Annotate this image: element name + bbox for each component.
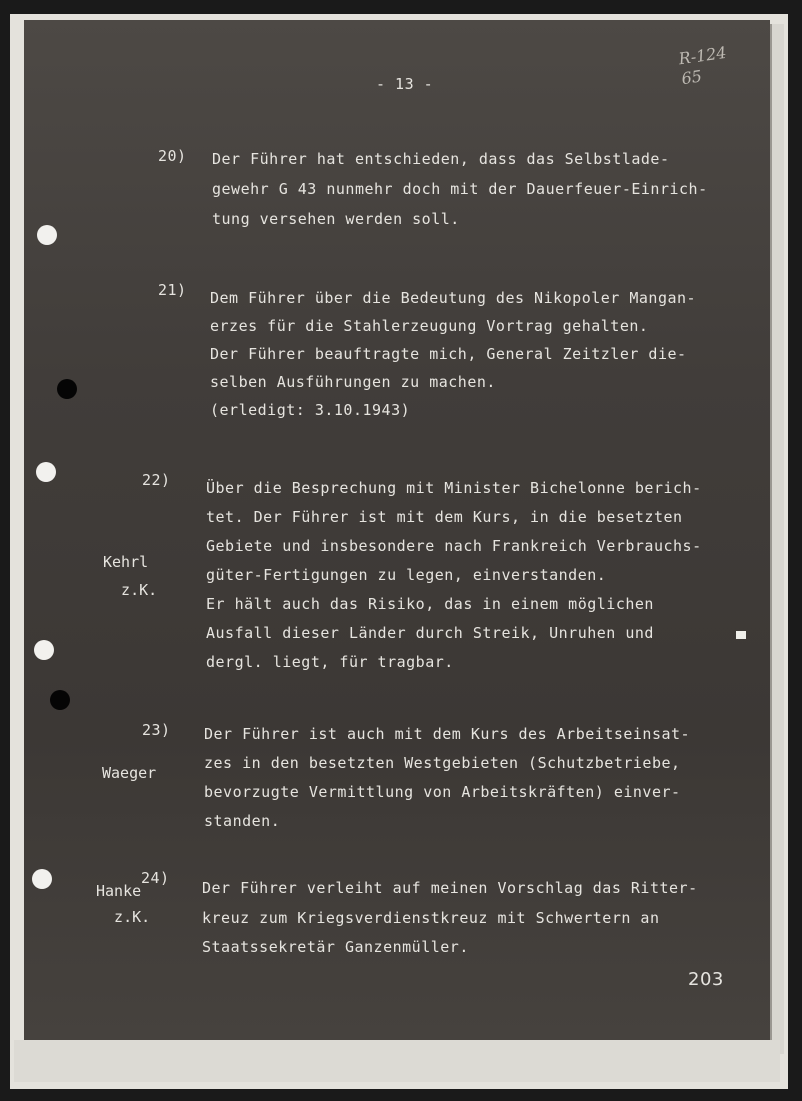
item-line: selben Ausführungen zu machen. [210,373,496,391]
item-line: dergl. liegt, für tragbar. [206,653,454,671]
item-line: Ausfall dieser Länder durch Streik, Unruhen und [206,624,654,642]
punch-hole-4 [34,640,54,660]
folio-number: 203 [688,969,724,990]
item-line: kreuz zum Kriegsverdienstkreuz mit Schwertern an [202,909,660,927]
punch-hole-2 [57,379,77,399]
margin-note: Hanke z.K. [96,882,151,926]
item-number: 23) [142,721,171,739]
item-line: erzes für die Stahlerzeugung Vortrag gehalten. [210,317,649,335]
item-number: 24) [141,869,170,887]
margin-note: Waeger [102,764,157,782]
archive-annotation: R-124 65 [677,42,728,89]
punch-hole-6 [32,869,52,889]
margin-marker [736,631,746,639]
punch-hole-3 [36,462,56,482]
punch-hole-1 [37,225,57,245]
item-line: zes in den besetzten Westgebieten (Schutzbetriebe, [204,754,681,772]
item-line: Über die Besprechung mit Minister Bichelonne berich- [206,479,702,497]
item-number: 22) [142,471,171,489]
margin-note: Kehrl z.K. [103,553,158,599]
item-line: Der Führer hat entschieden, dass das Selbstlade- [212,150,670,168]
item-line: Der Führer verleiht auf meinen Vorschlag das Ritter- [202,879,698,897]
page-number: - 13 - [376,75,434,93]
item-line: Er hält auch das Risiko, das in einem möglichen [206,595,654,613]
item-line: tet. Der Führer ist mit dem Kurs, in die besetzten [206,508,683,526]
item-number: 21) [158,281,187,299]
item-line: güter-Fertigungen zu legen, einverstanden. [206,566,607,584]
item-line: Der Führer ist auch mit dem Kurs des Arbeitseinsat- [204,725,691,743]
item-line: tung versehen werden soll. [212,210,460,228]
item-line: standen. [204,812,281,830]
item-number: 20) [158,147,187,165]
page-edge [770,24,784,1054]
item-line: Staatssekretär Ganzenmüller. [202,938,469,956]
item-line: Dem Führer über die Bedeutung des Nikopoler Mangan- [210,289,697,307]
item-line: (erledigt: 3.10.1943) [210,401,411,419]
item-line: Gebiete und insbesondere nach Frankreich Verbrauchs- [206,537,702,555]
item-line: gewehr G 43 nunmehr doch mit der Dauerfeuer-Einrich- [212,180,708,198]
item-line: bevorzugte Vermittlung von Arbeitskräften) einver- [204,783,681,801]
item-line: Der Führer beauftragte mich, General Zeitzler die- [210,345,687,363]
punch-hole-5 [50,690,70,710]
page-bottom-margin [14,1040,780,1082]
